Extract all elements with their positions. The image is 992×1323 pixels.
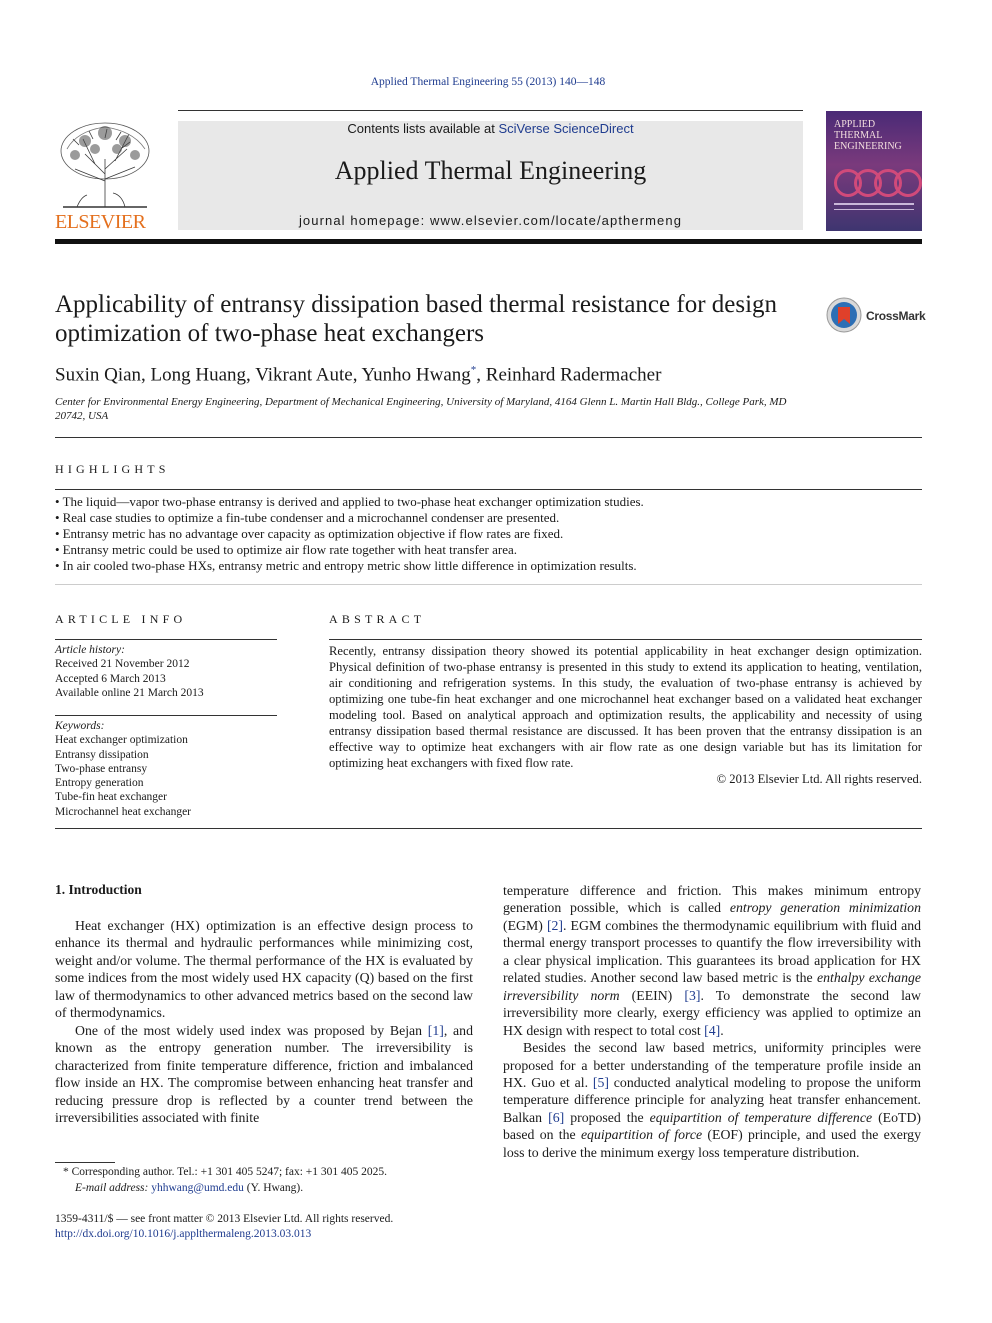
reference-link[interactable]: [5] (592, 1074, 609, 1090)
paragraph-text: (EEIN) (619, 987, 685, 1003)
article-info-heading: ARTICLE INFO (55, 612, 187, 626)
keyword: Heat exchanger optimization (55, 734, 188, 747)
paragraph-text: conducted analytical modeling to propose the uniform temperature difference principle for analyzing heat transfer enhancement. Balkan (503, 1074, 921, 1125)
paragraph-text: (EOF) principle, and used the exergy loss to derive the minimum exergy loss temperature distribution. (503, 1127, 921, 1160)
contents-prefix: Contents lists available at (347, 121, 499, 136)
reference-link[interactable]: [4] (704, 1022, 721, 1038)
keyword: Microchannel heat exchanger (55, 805, 192, 818)
email-label: E-mail address: (75, 1181, 152, 1194)
keyword: Entropy generation (55, 777, 144, 790)
intro-paragraph-1 (55, 917, 473, 1022)
journal-citation[interactable]: Applied Thermal Engineering 55 (2013) 140—148 (370, 76, 606, 88)
keywords-block (55, 719, 277, 819)
paragraph-text: temperature difference and friction. This makes minimum entropy generation possible, which is called (503, 883, 921, 916)
paragraph-text: (EoTD) based on the (503, 1109, 921, 1143)
footnote (55, 1165, 475, 1196)
header-rule (178, 110, 803, 111)
footnote-marker: * (63, 1166, 69, 1178)
issn-block (55, 1212, 475, 1242)
crossmark-label[interactable]: CrossMark (866, 309, 926, 323)
paragraph-text: Besides the second law based metrics, uniformity principles were proposed for a better understanding of the temperature profile inside an HX. Guo et al. (503, 1040, 921, 1090)
intro-paragraph-2 (55, 1022, 473, 1127)
keyword: Two-phase entransy (55, 762, 148, 775)
highlights-heading: HIGHLIGHTS (55, 462, 170, 476)
journal-cover-thumbnail[interactable] (826, 111, 922, 231)
reference-link[interactable]: [3] (684, 987, 701, 1003)
footnote-text: Corresponding author. Tel.: +1 301 405 5247; fax: +1 301 405 2025. (68, 1166, 388, 1178)
history-label: Article history: (55, 644, 125, 656)
intro-right-column (503, 882, 921, 1161)
divider (55, 715, 277, 716)
issn-line: 1359-4311/$ — see front matter © 2013 Elsevier Ltd. All rights reserved. (55, 1213, 394, 1225)
highlights-list (55, 494, 925, 574)
keywords-label: Keywords: (55, 720, 105, 732)
elsevier-wordmark: ELSEVIER (55, 211, 146, 233)
corresponding-author-marker[interactable]: * (470, 364, 477, 376)
contents-line (178, 121, 803, 136)
abstract-heading: ABSTRACT (329, 612, 426, 626)
article-history (55, 643, 277, 700)
reference-link[interactable]: [2] (546, 917, 564, 933)
authors-text: , Reinhard Radermacher (476, 364, 662, 386)
abstract-copyright: © 2013 Elsevier Ltd. All rights reserved. (716, 772, 922, 786)
term-eof: equipartition of force (580, 1127, 703, 1143)
paragraph-text: (EGM) (503, 917, 547, 933)
abstract-text: Recently, entransy dissipation theory showed its potential applicability in heat exchanger design optimization. Physical definition of two-phase entransy is presented in this study to extend its application to heating, ventilation, air conditioning and refrigeration systems. In this study, the evaluation of two-phase entransy is achieved by optimizing one tube-fin heat exchanger and one microchannel heat exchanger based on a validated heat exchanger modeling tool. Based on analytical approach and optimization results, the applicability and necessity of using entransy dissipation based thermal resistance are discussed. It has been proven that the entransy dissipation is an effective way to optimize heat exchangers with air flow rate as one design variable but has its limitation for optimizing heat exchangers with fixed flow rate. (329, 644, 922, 770)
affiliation: Center for Environmental Energy Engineering, Department of Mechanical Engineering, University of Maryland, 4164 Glenn L. Martin Hall Bldg., College Park, MD 20742, USA (55, 396, 787, 422)
crossmark-icon[interactable] (826, 297, 862, 333)
highlight-item: • Entransy metric could be used to optimize air flow rate together with heat transfer area. (55, 542, 925, 558)
footnote-text: (Y. Hwang). (243, 1181, 304, 1194)
authors-text: Suxin Qian, Long Huang, Vikrant Aute, Yunho Hwang (55, 364, 471, 386)
doi-link[interactable]: http://dx.doi.org/10.1016/j.applthermaleng.2013.03.013 (55, 1228, 312, 1240)
highlight-item: • In air cooled two-phase HXs, entransy metric and entropy metric show little difference in optimization results. (55, 558, 925, 574)
cover-line (834, 203, 914, 205)
cover-title: APPLIED THERMAL ENGINEERING (834, 119, 902, 152)
received-date: Received 21 November 2012 (55, 658, 190, 671)
cover-ring-icon (894, 169, 922, 197)
paragraph-text: proposed the (564, 1109, 650, 1125)
divider (55, 584, 922, 585)
highlight-item: • Real case studies to optimize a fin-tube condenser and a microchannel condenser are presented. (55, 510, 925, 526)
paragraph-text: . EGM combines the thermodynamic equilibrium with fluid and thermal energy transport processes to quantify the flow irreversibility with a clear physical implication. This guarantees its broad application for HX related studies. Another second law based metric is the (503, 917, 921, 986)
elsevier-tree-logo-icon (55, 119, 155, 211)
paragraph-text: Heat exchanger (HX) optimization is an effective design process to enhance its thermal and hydraulic performances while minimizing cost, weight and/or volume. The thermal performance of the HX is evaluated by some indices from the most widely used HX capacity (Q) based on the first law of thermodynamics to other advanced metrics based on the second law of thermodynamics. (55, 918, 473, 1021)
reference-link[interactable]: [6] (548, 1109, 565, 1125)
paragraph-text: . To demonstrate the second law irreversibility more clearly, exergy efficiency was applied to optimize an HX design with respect to total cost (503, 987, 921, 1038)
divider (55, 828, 922, 829)
header-thick-rule (55, 239, 922, 244)
divider (55, 639, 277, 640)
accepted-date: Accepted 6 March 2013 (55, 672, 166, 685)
divider (55, 489, 922, 490)
section-heading-introduction: 1. Introduction (55, 882, 142, 897)
reference-link[interactable]: [1] (427, 1023, 444, 1038)
cover-line (834, 209, 914, 210)
sciencedirect-link[interactable]: SciVerse ScienceDirect (498, 121, 634, 136)
online-date: Available online 21 March 2013 (55, 686, 204, 699)
divider (55, 437, 922, 438)
term-egm: entropy generation minimization (729, 900, 921, 916)
highlight-item: • The liquid—vapor two-phase entransy is derived and applied to two-phase heat exchanger optimization studies. (55, 494, 925, 510)
term-eotd: equipartition of temperature difference (649, 1109, 873, 1125)
email-link[interactable]: yhhwang@umd.edu (151, 1181, 244, 1194)
paper-title: Applicability of entransy dissipation based thermal resistance for design optimization of two-phase heat exchangers (55, 291, 778, 347)
paragraph-text: One of the most widely used index was proposed by Bejan (75, 1023, 428, 1038)
paragraph-text: . (720, 1022, 724, 1038)
journal-title: Applied Thermal Engineering (334, 156, 647, 185)
keyword: Tube-fin heat exchanger (55, 791, 167, 804)
highlight-item: • Entransy metric has no advantage over capacity as optimization objective if flow rates are fixed. (55, 526, 925, 542)
keyword: Entransy dissipation (55, 748, 149, 761)
divider (329, 639, 922, 640)
author-list (55, 364, 661, 386)
footnote-rule (55, 1162, 115, 1163)
journal-homepage[interactable]: journal homepage: www.elsevier.com/locate/apthermeng (298, 213, 683, 228)
paragraph-text: , and known as the entropy generation number. The irreversibility is characterized from finite temperature difference, friction and imbalanced flow inside an HX. The compromise between enhancing heat transfer and reducing pressure drop is reflected by a counter trend between the irreversibilities associated with finite (55, 1023, 473, 1126)
term-eein: enthalpy exchange irreversibility norm (503, 970, 921, 1003)
